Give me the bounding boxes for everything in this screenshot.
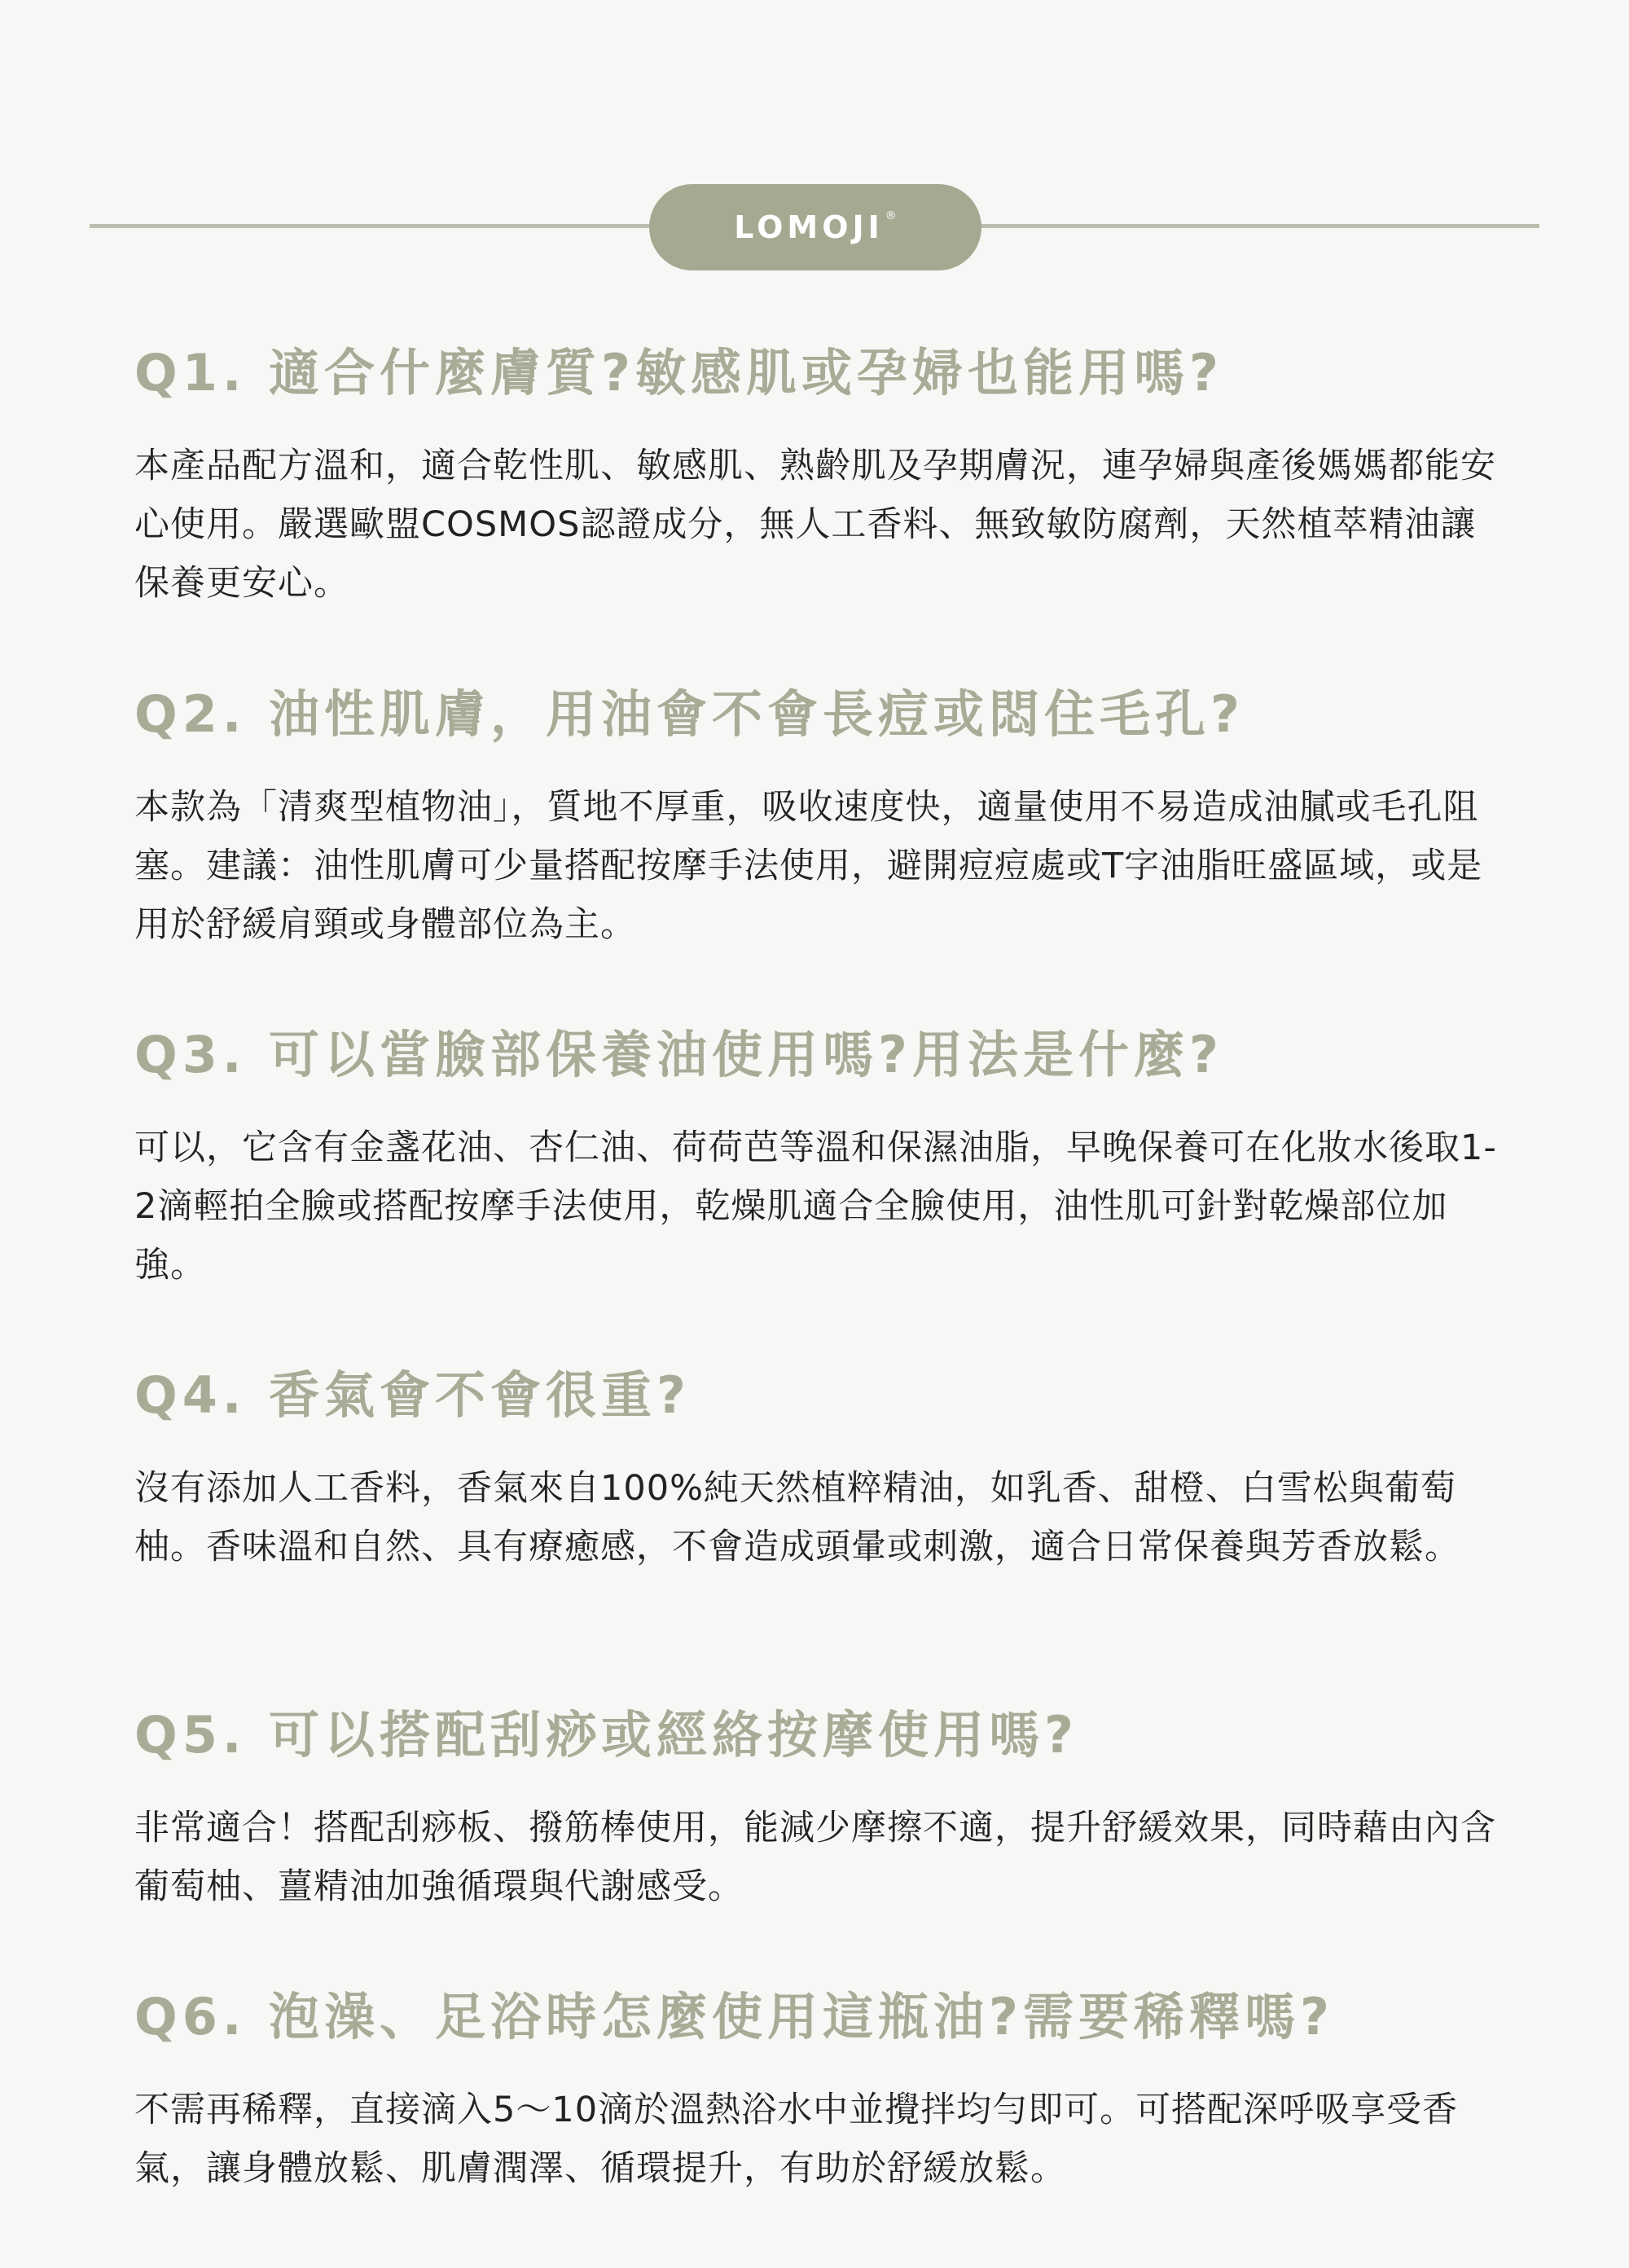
registered-mark: ® — [885, 209, 897, 222]
faq-question-2: Q2. 油性肌膚，用油會不會長痘或悶住毛孔? — [134, 684, 1245, 744]
faq-item-2 — [134, 682, 1519, 954]
page-header — [0, 0, 1629, 277]
faq-item-3 — [134, 1022, 1519, 1294]
faq-answer-3: 可以，它含有金盞花油、杏仁油、荷荷芭等溫和保濕油脂，早晚保養可在化妝水後取1-2滴輕拍全臉或搭配按摩手法使用，乾燥肌適合全臉使用，油性肌可針對乾燥部位加強。 — [134, 1127, 1497, 1286]
faq-question-3: Q3. 可以當臉部保養油使用嗎?用法是什麼? — [134, 1025, 1223, 1084]
faq-item-1 — [134, 341, 1519, 613]
faq-answer-1: 本產品配方溫和，適合乾性肌、敏感肌、熟齡肌及孕期膚況，連孕婦與產後媽媽都能安心使用。嚴選歐盟COSMOS認證成分，無人工香料、無致敏防腐劑，天然植萃精油讓保養更安心。 — [134, 446, 1496, 604]
faq-item-6 — [134, 1984, 1519, 2198]
faq-item-4 — [134, 1363, 1519, 1576]
faq-question-4: Q4. 香氣會不會很重? — [134, 1365, 691, 1425]
faq-question-5: Q5. 可以搭配刮痧或經絡按摩使用嗎? — [134, 1705, 1078, 1765]
header-divider-left — [90, 224, 660, 228]
faq-question-1: Q1. 適合什麼膚質?敏感肌或孕婦也能用嗎? — [134, 343, 1223, 402]
faq-answer-2: 本款為「清爽型植物油」，質地不厚重，吸收速度快，適量使用不易造成油膩或毛孔阻塞。建議：油性肌膚可少量搭配按摩手法使用，避開痘痘處或T字油脂旺盛區域，或是用於舒緩肩頸或身體部位為主。 — [134, 787, 1483, 945]
faq-answer-6: 不需再稀釋，直接滴入5～10滴於溫熱浴水中並攪拌均勻即可。可搭配深呼吸享受香氣，讓身體放鬆、肌膚潤澤、循環提升，有助於舒緩放鬆。 — [134, 2090, 1459, 2189]
header-divider-right — [969, 224, 1539, 228]
faq-answer-5: 非常適合！搭配刮痧板、撥筋棒使用，能減少摩擦不適，提升舒緩效果，同時藉由內含葡萄柚、薑精油加強循環與代謝感受。 — [134, 1808, 1496, 1907]
faq-question-6: Q6. 泡澡、足浴時怎麼使用這瓶油?需要稀釋嗎? — [134, 1987, 1334, 2046]
faq-item-5 — [134, 1703, 1519, 1916]
brand-logo-text: LOMOJI — [734, 209, 884, 245]
brand-logo — [649, 184, 981, 270]
faq-answer-4: 沒有添加人工香料，香氣來自100%純天然植粹精油，如乳香、甜橙、白雪松與葡萄柚。香味溫和自然、具有療癒感，不會造成頭暈或刺激，適合日常保養與芳香放鬆。 — [134, 1468, 1460, 1567]
